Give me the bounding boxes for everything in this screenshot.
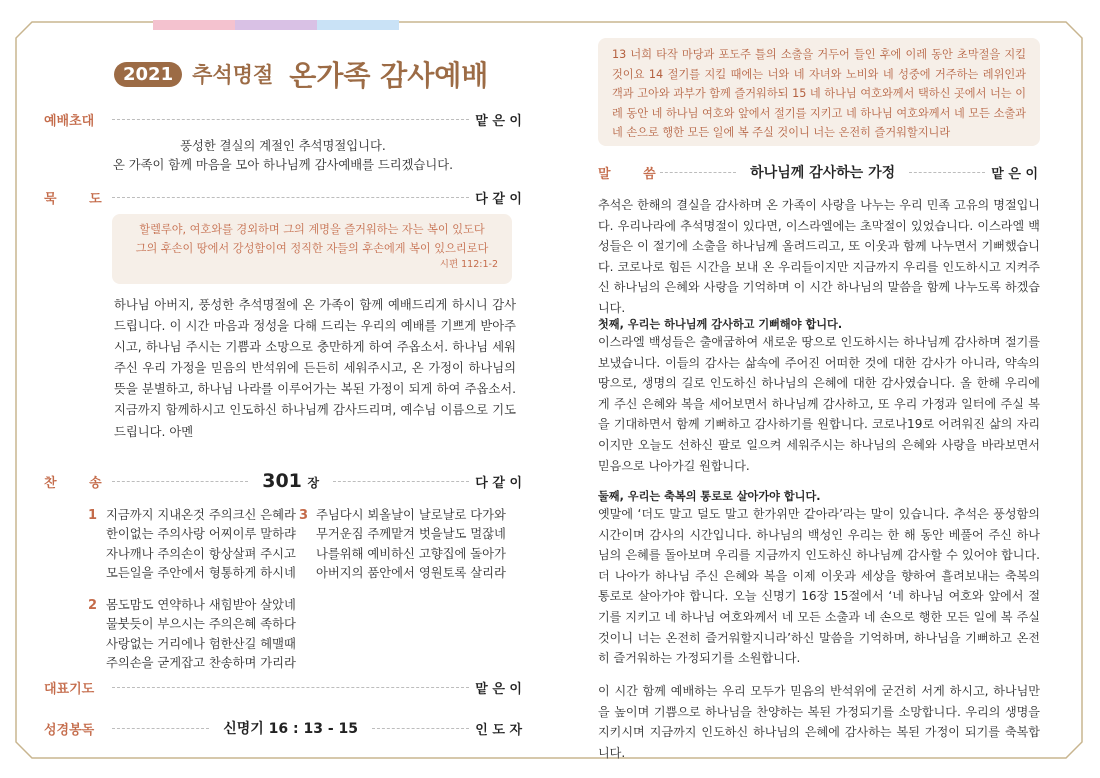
scripture-passage: 신명기 16 : 13 - 15: [223, 721, 359, 737]
section-label: 대표기도: [44, 681, 95, 697]
title-main: 온가족 감사예배: [289, 59, 489, 92]
section-hymn: [44, 466, 522, 496]
sermon-heading-2: 둘째, 우리는 축복의 통로로 살아가야 합니다.: [598, 490, 821, 503]
verse-line: 나를위해 예비하신 고향집에 돌아가: [316, 546, 506, 561]
section-call-to-worship: [44, 109, 522, 129]
section-sermon: [598, 162, 1038, 182]
section-role: 맡 은 이: [991, 166, 1039, 182]
sermon-heading-1: 첫째, 우리는 하나님께 감사하고 기뻐해야 합니다.: [598, 318, 843, 331]
section-representative-prayer: [44, 677, 522, 697]
section-label: 묵 도: [44, 191, 116, 207]
psalm-quote-box: [112, 214, 512, 284]
sermon-title: 하나님께 감사하는 가정: [750, 165, 896, 181]
title-subtitle: 추석명절: [192, 63, 274, 87]
sermon-paragraph-2: 옛말에 ‘더도 말고 덜도 말고 한가위만 같아라’라는 말이 있습니다. 추석은 풍성함의 시간이며 감사의 시간입니다. 하나님의 백성인 우리는 한 해 동안 베풀어 주신 하나님의 은혜를 돌아보며 우리를 지금까지 인도하신 하나님께 감사할 수 있어야 합니다. 더 나아가 하나님 주신 은혜와 복을 이제 이웃과 세상을 향하여 흘려보내는 축복의 통로로 살아가야 합니다. 오늘 신명기 16장 15절에서 ‘네 하나님 여호와 앞에서 절기를 지키고 네 하나님 여호와께서 네 모든 소출과 네 손으로 행한 모든 일에 복 주실 것이니 너는 온전히 즐거워할지니라’하신 말씀을 기억하며, 하나님을 기뻐하고 온전히 즐거워하는 가정되기를 소원합니다.: [598, 507, 1040, 666]
sermon-paragraph-1: 이스라엘 백성들은 출애굽하여 새로운 땅으로 인도하시는 하나님께 감사하며 절기를 보냈습니다. 이들의 감사는 삶속에 주어진 어떠한 것에 대한 감사가 아니라, 약속의 땅으로, 생명의 길로 인도하신 하나님의 은혜에 대한 감사였습니다. 올 한해 우리에게 주신 은혜와 복을 세어보면서 하나님께 감사하고, 또 우리 가정과 일터에 주실 복을 기대하면서 함께 기뻐하고 감사하기를 원합니다. 코로나19로 어려워진 삶의 자리이지만 오늘도 선하신 팔로 일으켜 세워주시는 하나님의 은혜와 사랑을 바라보면서 믿음으로 나아가길 원합니다.: [598, 335, 1040, 473]
quote-reference: 시편 112:1-2: [439, 259, 498, 270]
dotted-leader: [112, 481, 248, 482]
dotted-leader: [112, 728, 209, 729]
scripture-box: 13 너희 타작 마당과 포도주 틀의 소출을 거두어 들인 후에 이레 동안 초막절을 지킬 것이요 14 절기를 지킬 때에는 너와 네 자녀와 노비와 네 성중에 거주하는 레위인과 객과 고아와 과부가 함께 즐거워하되 15 네 하나님 여호와께서 택하신 곳에서 너는 이레 동안 네 하나님 여호와 앞에서 절기를 지키고 네 하나님 여호와께서 네 모든 소출과 네 손으로 행한 모든 일에 복 주실 것이니 너는 온전히 즐거워할지니라: [598, 38, 1040, 146]
hymn-verse-2: [106, 596, 296, 674]
opening-prayer: 하나님 아버지, 풍성한 추석명절에 온 가족이 함께 예배드리게 하시니 감사드립니다. 이 시간 마음과 정성을 다해 드리는 우리의 예배를 기쁘게 받아주시고, 하나님 주시는 기쁨과 소망으로 충만하게 하여 주옵소서. 하나님 세워주신 우리 가정을 믿음의 반석위에 든든히 세워주시고, 온 가정이 하나님의 뜻을 분별하고, 하나님 나라를 이루어가는 복된 가정이 되게 하여 주옵소서. 지금까지 함께하시고 인도하신 하나님께 감사드리며, 예수님 이름으로 기도드립니다. 아멘: [114, 298, 516, 439]
dotted-leader: [372, 728, 469, 729]
section-label: 성경봉독: [44, 722, 95, 738]
hymn-number: 301 장: [262, 470, 320, 492]
section-role: 다 같 이: [475, 475, 523, 491]
section-role: 맡 은 이: [475, 113, 522, 129]
intro-text: [44, 137, 522, 175]
dotted-leader: [333, 481, 469, 482]
color-bar-pink: [153, 20, 235, 30]
verse-line: 모든일을 주안에서 형통하게 하시네: [106, 566, 296, 581]
sermon-paragraph-intro: 추석은 한해의 결실을 감사하며 온 가족이 사랑을 나누는 우리 민족 고유의 명절입니다. 우리나라에 추석명절이 있다면, 이스라엘에는 초막절이 있었습니다. 이스라엘 백성들은 이 절기에 소출을 하나님께 올려드리고, 또 이웃과 함께 나누면서 기뻐했습니다. 코로나로 힘든 시간을 보내 온 우리들이지만 지금까지 우리를 인도하시고 지켜주신 하나님의 은혜와 사랑을 기억하며 이 시간 하나님의 말씀을 함께 나누도록 하겠습니다.: [598, 198, 1040, 315]
sermon-paragraph-closing: 이 시간 함께 예배하는 우리 모두가 믿음의 반석위에 굳건히 서게 하시고, 하나님만을 높이며 기쁨으로 하나님을 찬양하는 복된 가정되기를 소망합니다. 우리의 생명을 지키시며 지금까지 인도하신 하나님의 은혜에 감사하는 복된 가정이 되기를 축복합니다.: [598, 684, 1040, 760]
dotted-leader: [660, 172, 736, 173]
intro-line: 온 가족이 함께 마음을 모아 하나님께 감사예배를 드리겠습니다.: [112, 158, 454, 172]
verse-line: 주님다시 뵈올날이 날로날로 다가와: [316, 508, 506, 522]
verse-line: 한이없는 주의사랑 어찌이루 말하랴: [106, 527, 296, 542]
verse-line: 지금까지 지내온것 주의크신 은혜라: [106, 508, 296, 522]
verse-line: 아버지의 품안에서 영원토록 살리라: [316, 566, 506, 581]
verse-line: 주의손을 굳게잡고 찬송하며 가리라: [106, 656, 296, 671]
section-label: 말 씀: [598, 166, 670, 182]
section-role: 인 도 자: [475, 722, 523, 738]
hymn-verse-3: [316, 506, 506, 584]
dotted-leader: [112, 119, 469, 120]
verse-line: 무거운짐 주께맡겨 벗을날도 멀잖네: [316, 527, 506, 542]
hymn-verse-1: [106, 506, 296, 584]
verse-number: 3: [299, 508, 309, 523]
section-role: 다 같 이: [475, 191, 522, 207]
section-label: 찬 송: [44, 475, 116, 491]
section-scripture-reading: [44, 718, 522, 738]
verse-number: 1: [88, 508, 98, 523]
section-silent-prayer: [44, 187, 522, 207]
quote-line: 할렐루야, 여호와를 경외하며 그의 계명을 즐거워하는 자는 복이 있도다: [139, 223, 485, 236]
verse-number: 2: [88, 598, 98, 613]
dotted-leader: [112, 197, 469, 198]
color-bar-blue: [317, 20, 399, 30]
page-title: [114, 54, 488, 94]
verse-line: 자나깨나 주의손이 항상살펴 주시고: [106, 546, 296, 561]
quote-line: 그의 후손이 땅에서 강성함이여 정직한 자들의 후손에게 복이 있으리로다: [135, 242, 489, 255]
verse-line: 물붓듯이 부으시는 주의은혜 족하다: [106, 617, 296, 632]
verse-line: 사랑없는 거리에나 험한산길 헤맬때: [106, 636, 296, 651]
color-bar-purple: [235, 20, 317, 30]
year-badge: 2021: [114, 62, 182, 87]
verse-line: 몸도맘도 연약하나 새힘받아 살았네: [106, 598, 296, 612]
dotted-leader: [909, 172, 985, 173]
intro-line: 풍성한 결실의 계절인 추석명절입니다.: [180, 139, 386, 153]
section-role: 맡 은 이: [475, 681, 522, 697]
section-label: 예배초대: [44, 113, 95, 129]
dotted-leader: [112, 687, 469, 688]
